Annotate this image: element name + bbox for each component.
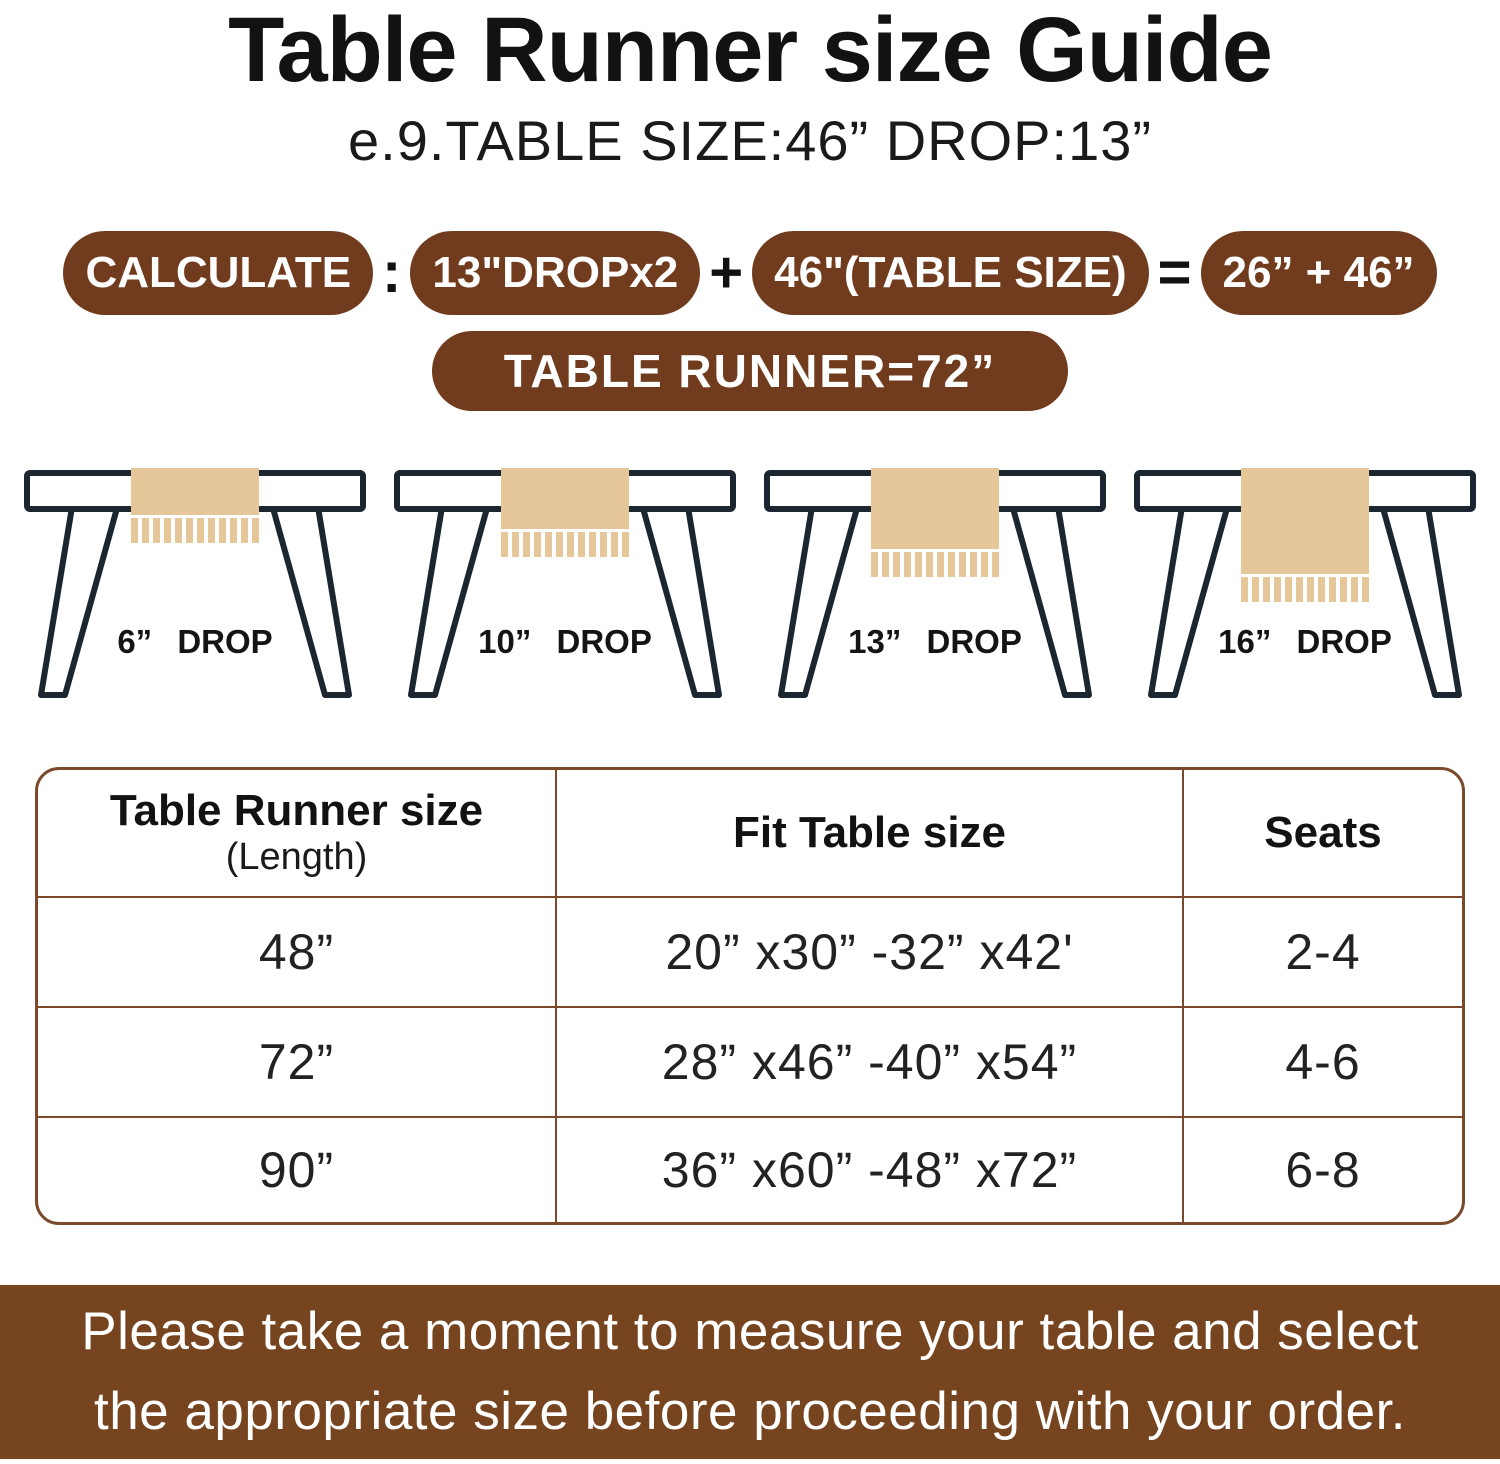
table-illustration-10-drop: [385, 451, 745, 701]
header-fit-table-size: [555, 770, 1182, 896]
equals-separator: =: [1157, 239, 1192, 305]
header-runner-size-label: Table Runner size: [109, 786, 484, 836]
fit-size-value: 36” x60” -48” x72”: [661, 1141, 1078, 1198]
runner-fringe: [1241, 577, 1369, 602]
runner-size-value: 90”: [258, 1141, 335, 1198]
colon-separator: :: [382, 239, 402, 305]
runner-fringe: [501, 532, 629, 557]
header-seats-label: Seats: [1264, 807, 1382, 857]
plus-separator: +: [709, 239, 744, 305]
formula-row: [0, 231, 1500, 315]
drop-pill: 13"DROPx2: [410, 231, 700, 315]
table-row-72-seats: [1182, 1006, 1462, 1116]
drop-label: 6” DROP: [117, 622, 273, 660]
example-subtitle: e.9.TABLE SIZE:46” DROP:13”: [347, 108, 1153, 172]
table-row-72-runner: [38, 1006, 555, 1116]
runner-size-value: 48”: [258, 923, 335, 980]
table-row-72-fit: [555, 1006, 1182, 1116]
seats-value: 4-6: [1285, 1033, 1361, 1090]
table-runner-result-pill: TABLE RUNNER=72”: [432, 331, 1069, 411]
seats-value: 2-4: [1285, 923, 1361, 980]
table-row-48-fit: [555, 896, 1182, 1006]
table-illustration-16-drop: [1125, 451, 1485, 701]
table-runner-graphic: [131, 468, 259, 543]
header-runner-size-sublabel: (Length): [225, 835, 368, 878]
drop-label: 10” DROP: [478, 622, 652, 660]
footer-banner: [0, 1285, 1500, 1459]
table-row-48-runner: [38, 896, 555, 1006]
runner-fringe: [131, 518, 259, 543]
calculate-pill: CALCULATE: [63, 231, 373, 315]
result-row: [0, 331, 1500, 411]
table-row-90-runner: [38, 1116, 555, 1222]
sum-pill: 26” + 46”: [1201, 231, 1437, 315]
size-guide-table: [35, 767, 1465, 1225]
header-runner-size: [38, 770, 555, 896]
table-row-90-seats: [1182, 1116, 1462, 1222]
runner-fringe: [871, 552, 999, 577]
page-title: Table Runner size Guide: [228, 0, 1272, 101]
drop-label: 16” DROP: [1218, 622, 1392, 660]
drop-illustrations: [0, 451, 1500, 701]
runner-size-value: 72”: [258, 1033, 335, 1090]
fit-size-value: 28” x46” -40” x54”: [661, 1033, 1078, 1090]
table-illustration-6-drop: [15, 451, 375, 701]
runner-body: [131, 468, 259, 515]
footer-line-1: Please take a moment to measure your table and select: [81, 1302, 1419, 1362]
table-runner-graphic: [1241, 468, 1369, 602]
runner-body: [871, 468, 999, 549]
table-runner-graphic: [871, 468, 999, 577]
drop-label: 13” DROP: [848, 622, 1022, 660]
table-row-48-seats: [1182, 896, 1462, 1006]
header-fit-table-size-label: Fit Table size: [732, 807, 1007, 857]
runner-body: [1241, 468, 1369, 574]
header-seats: [1182, 770, 1462, 896]
table-runner-graphic: [501, 468, 629, 557]
table-illustration-13-drop: [755, 451, 1115, 701]
seats-value: 6-8: [1285, 1141, 1361, 1198]
fit-size-value: 20” x30” -32” x42': [665, 923, 1074, 980]
table-size-pill: 46"(TABLE SIZE): [752, 231, 1149, 315]
runner-body: [501, 468, 629, 529]
table-row-90-fit: [555, 1116, 1182, 1222]
footer-line-2: the appropriate size before proceeding with your order.: [93, 1381, 1407, 1441]
